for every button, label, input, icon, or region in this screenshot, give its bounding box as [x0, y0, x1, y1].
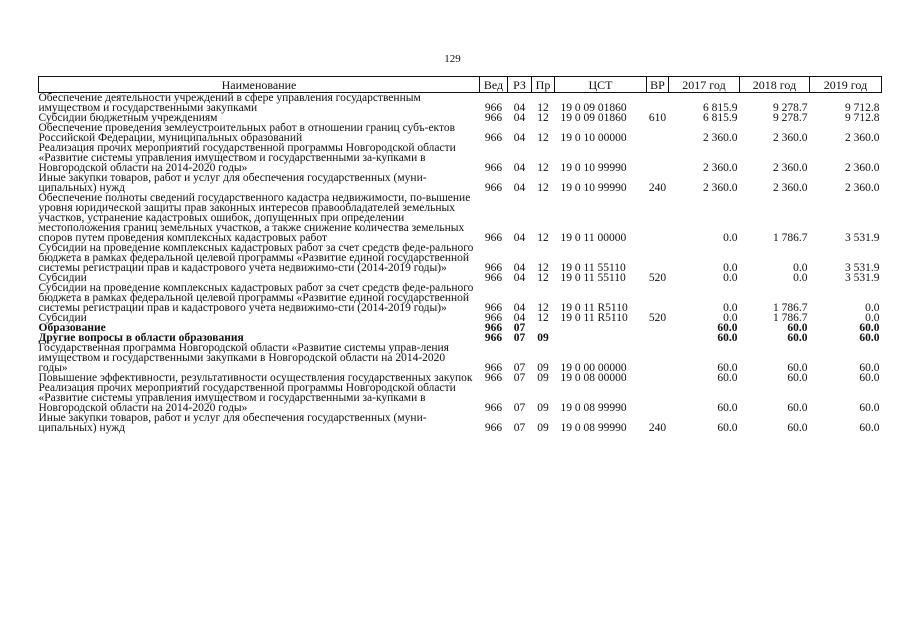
row-rz: 04 [513, 182, 526, 194]
table-row [39, 93, 882, 114]
row-name: Субсидии на проведение комплексных кадастровых работ за счет средств феде-рального бюджета в рамках федеральной целевой программы «Развитие единой государственной системы регистрации прав и кадастрового учета недвижимо-сти (2014-2019 годы)» [38, 282, 474, 314]
row-cst: 19 0 10 99990 [560, 182, 627, 194]
table-row [39, 243, 882, 273]
row-cst [555, 323, 647, 333]
page-number: 129 [444, 53, 461, 65]
row-vr [647, 93, 669, 114]
row-2018: 1 786.7 [773, 312, 808, 324]
table-body [39, 93, 882, 434]
row-2018: 60.0 [787, 332, 808, 344]
row-2017: 60.0 [717, 402, 738, 414]
row-2017: 2 360.0 [703, 132, 738, 144]
row-cst: 19 0 10 00000 [560, 132, 627, 144]
row-ved: 966 [484, 162, 503, 174]
row-vr [647, 373, 669, 383]
row-vr [647, 383, 669, 413]
row-rz: 04 [513, 262, 526, 274]
row-2018: 60.0 [787, 372, 808, 384]
row-vr: 520 [648, 272, 667, 284]
row-cst: 19 0 11 R5110 [560, 302, 628, 314]
header-cst: ЦСТ [555, 77, 647, 93]
row-pr: 09 [537, 362, 549, 374]
row-rz: 04 [513, 232, 526, 244]
row-2017: 0.0 [723, 312, 738, 324]
row-vr [647, 143, 669, 173]
row-rz: 04 [513, 302, 526, 314]
row-cst: 19 0 08 00000 [560, 372, 627, 384]
row-2018: 0.0 [793, 262, 808, 274]
table-row [39, 313, 882, 323]
row-rz: 07 [513, 422, 526, 434]
row-2018: 1 786.7 [773, 232, 808, 244]
row-vr [647, 193, 669, 243]
row-cst: 19 0 00 00000 [560, 362, 627, 374]
row-vr [647, 323, 669, 333]
row-cst: 19 0 11 R5110 [560, 312, 628, 324]
header-ved: Вед [480, 77, 508, 93]
row-rz: 04 [513, 102, 526, 114]
row-2017: 60.0 [717, 332, 738, 344]
row-rz: 04 [513, 112, 526, 124]
row-2017: 0.0 [723, 262, 738, 274]
row-2017: 0.0 [723, 272, 738, 284]
row-name: Повышение эффективности, результативности осуществления государственных закупок [38, 372, 473, 384]
row-2019: 3 531.9 [845, 232, 880, 244]
row-pr: 12 [537, 182, 549, 194]
row-rz: 07 [513, 372, 526, 384]
row-cst: 19 0 09 01860 [560, 112, 627, 124]
row-2017: 2 360.0 [703, 182, 738, 194]
row-ved: 966 [484, 372, 503, 384]
row-vr [647, 333, 669, 343]
row-2019: 60.0 [859, 332, 880, 344]
row-2018: 9 278.7 [773, 102, 808, 114]
table-row [39, 193, 882, 243]
row-vr: 610 [648, 112, 667, 124]
row-pr: 12 [537, 312, 549, 324]
row-2019: 0.0 [865, 312, 880, 324]
row-name: Обеспечение деятельности учреждений в сфере управления государственным имуществом и государственными закупками [38, 92, 421, 114]
row-cst [555, 333, 647, 343]
row-name: Субсидии [38, 272, 87, 284]
row-2018: 60.0 [787, 422, 808, 434]
row-ved: 966 [484, 272, 503, 284]
row-2017: 6 815.9 [703, 102, 738, 114]
row-ved: 966 [484, 302, 503, 314]
row-pr: 12 [537, 262, 549, 274]
header-rz: РЗ [508, 77, 532, 93]
row-2017: 60.0 [717, 372, 738, 384]
row-vr: 240 [648, 182, 667, 194]
row-ved: 966 [484, 262, 503, 274]
row-pr: 12 [537, 272, 549, 284]
row-2019: 3 531.9 [845, 272, 880, 284]
row-ved: 966 [484, 322, 503, 334]
row-name: Субсидии на проведение комплексных кадастровых работ за счет средств феде-рального бюджета в рамках федеральной целевой программы «Развитие единой государственной системы регистрации прав и кадастрового учета недвижимо-сти (2014-2019 годы)» [38, 242, 474, 274]
table-header-row [39, 77, 882, 93]
header-vr: ВР [647, 77, 669, 93]
row-cst: 19 0 11 55110 [560, 262, 626, 274]
table-row [39, 283, 882, 313]
row-cst: 19 0 08 99990 [560, 422, 627, 434]
row-2017: 60.0 [717, 422, 738, 434]
row-2017: 0.0 [723, 302, 738, 314]
row-2019: 60.0 [859, 402, 880, 414]
row-rz: 07 [513, 322, 526, 334]
row-pr: 12 [537, 112, 549, 124]
row-ved: 966 [484, 182, 503, 194]
row-rz: 07 [513, 402, 526, 414]
row-2018: 60.0 [787, 322, 808, 334]
header-pr: Пр [532, 77, 555, 93]
row-ved: 966 [484, 422, 503, 434]
table-row [39, 383, 882, 413]
row-vr [647, 243, 669, 273]
header-name: Наименование [39, 77, 480, 93]
row-cst: 19 0 11 00000 [560, 232, 627, 244]
row-vr: 240 [648, 422, 667, 434]
row-pr: 12 [537, 232, 549, 244]
row-2019: 2 360.0 [845, 132, 880, 144]
row-2018: 9 278.7 [773, 112, 808, 124]
budget-table [38, 76, 882, 433]
row-vr [647, 283, 669, 313]
row-name: Обеспечение проведения землеустроительных работ в отношении границ субъ-ектов Российской Федерации, муниципальных образований [38, 122, 456, 144]
row-2019: 60.0 [859, 422, 880, 434]
row-cst: 19 0 09 01860 [560, 102, 627, 114]
table-row [39, 343, 882, 373]
row-2018: 2 360.0 [773, 162, 808, 174]
row-name: Образование [38, 322, 106, 334]
table-row [39, 123, 882, 143]
row-rz: 04 [513, 312, 526, 324]
row-2018: 2 360.0 [773, 182, 808, 194]
row-2018: 60.0 [787, 402, 808, 414]
row-rz: 04 [513, 162, 526, 174]
row-2017: 60.0 [717, 322, 738, 334]
row-name: Другие вопросы в области образования [38, 332, 244, 344]
row-vr: 520 [648, 312, 667, 324]
header-2017: 2017 год [669, 77, 740, 93]
row-name: Государственная программа Новгородской области «Развитие системы управ-ления имуществом и государственными закупками в Новгородской области на 2014-2020 годы» [38, 342, 449, 374]
row-2019: 2 360.0 [845, 162, 880, 174]
row-rz: 07 [513, 332, 526, 344]
row-2019: 0.0 [865, 302, 880, 314]
row-pr: 09 [537, 422, 549, 434]
row-name: Субсидии [38, 312, 87, 324]
row-2019: 60.0 [859, 372, 880, 384]
row-cst: 19 0 11 55110 [560, 272, 626, 284]
row-pr: 12 [537, 162, 549, 174]
row-ved: 966 [484, 102, 503, 114]
row-2019: 60.0 [859, 362, 880, 374]
row-ved: 966 [484, 402, 503, 414]
row-pr: 09 [537, 332, 549, 344]
row-rz: 07 [513, 362, 526, 374]
row-2017: 6 815.9 [703, 112, 738, 124]
row-pr: 09 [537, 372, 549, 384]
row-ved: 966 [484, 232, 503, 244]
row-2019: 9 712.8 [845, 112, 880, 124]
row-rz: 04 [513, 132, 526, 144]
row-ved: 966 [484, 112, 503, 124]
row-name: Реализация прочих мероприятий государственной программы Новгородской области «Развитие системы управления имуществом и государственными за-купками в Новгородской области на 2014-2020 годы» [38, 142, 456, 174]
row-2018: 1 786.7 [773, 302, 808, 314]
row-ved: 966 [484, 362, 503, 374]
row-name: Субсидии бюджетным учреждениям [38, 112, 218, 124]
row-2019: 2 360.0 [845, 182, 880, 194]
row-name: Реализация прочих мероприятий государственной программы Новгородской области «Развитие системы управления имуществом и государственными за-купками в Новгородской области на 2014-2020 годы» [38, 382, 456, 414]
row-2019: 60.0 [859, 322, 880, 334]
header-2018: 2018 год [740, 77, 810, 93]
row-2018: 60.0 [787, 362, 808, 374]
row-name: Иные закупки товаров, работ и услуг для обеспечения государственных (муни-ципальных) нужд [38, 172, 427, 194]
row-ved: 966 [484, 332, 503, 344]
row-pr: 12 [537, 132, 549, 144]
row-cst: 19 0 10 99990 [560, 162, 627, 174]
row-2019: 9 712.8 [845, 102, 880, 114]
row-pr: 09 [537, 402, 549, 414]
row-ved: 966 [484, 312, 503, 324]
row-ved: 966 [484, 132, 503, 144]
row-pr: 12 [537, 302, 549, 314]
row-2018: 0.0 [793, 272, 808, 284]
row-vr [647, 123, 669, 143]
row-2017: 60.0 [717, 362, 738, 374]
header-2019: 2019 год [810, 77, 882, 93]
row-pr: 12 [537, 102, 549, 114]
table-row [39, 143, 882, 173]
row-2017: 0.0 [723, 232, 738, 244]
table-row [39, 413, 882, 433]
table-row [39, 173, 882, 193]
row-name: Обеспечение полноты сведений государственного кадастра недвижимости, по-вышение уровня юридической защиты прав законных интересов правообладателей земельных участков, устранение кадастровых ошибок, допущенных при определении местоположения границ земельных участков, а также снижение количества земельных споров путем проведения комплексных кадастровых работ [38, 192, 471, 244]
row-2017: 2 360.0 [703, 162, 738, 174]
row-2018: 2 360.0 [773, 132, 808, 144]
row-2019: 3 531.9 [845, 262, 880, 274]
row-name: Иные закупки товаров, работ и услуг для обеспечения государственных (муни-ципальных) нужд [38, 412, 427, 434]
row-vr [647, 343, 669, 373]
row-cst: 19 0 08 99990 [560, 402, 627, 414]
row-rz: 04 [513, 272, 526, 284]
